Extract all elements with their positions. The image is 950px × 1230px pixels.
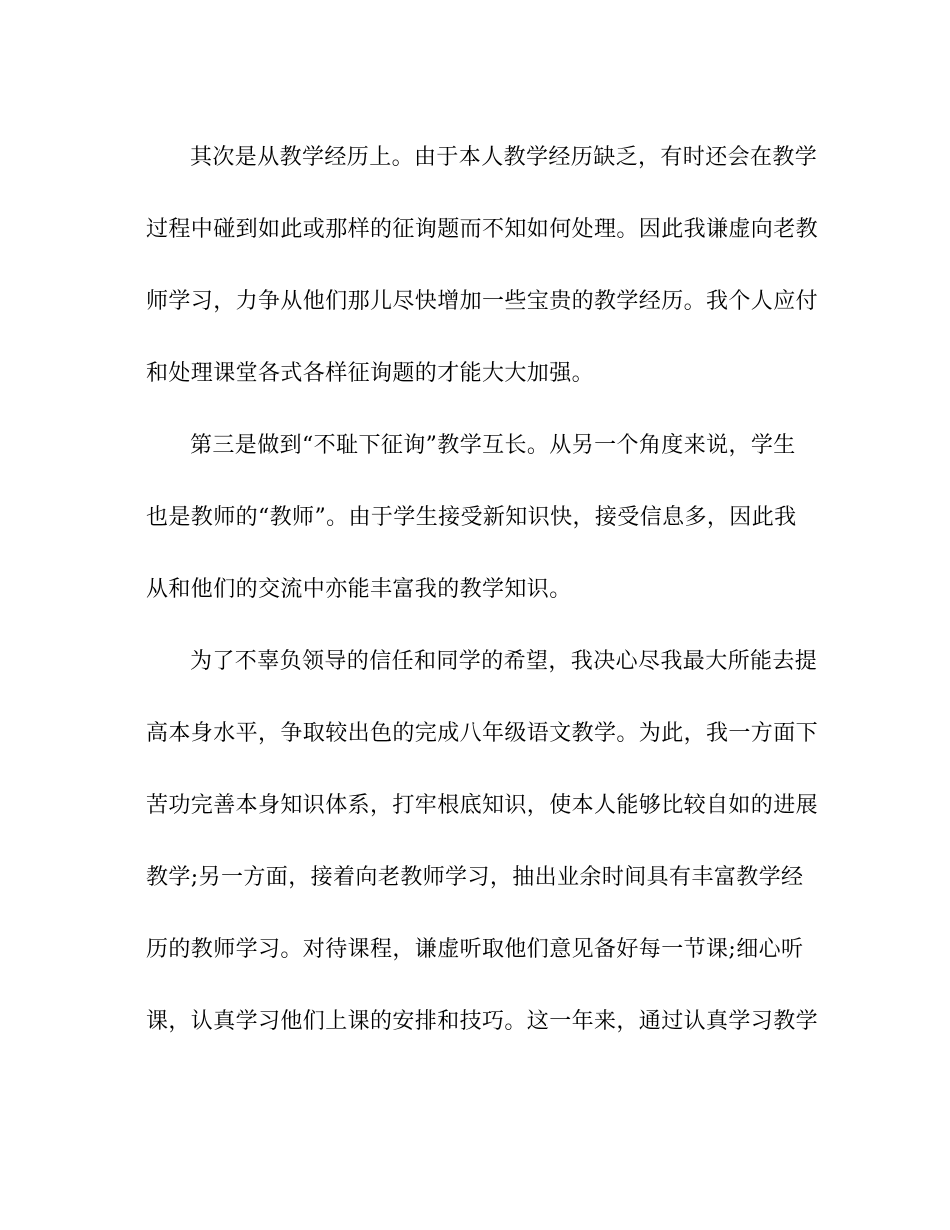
paragraph-1-line-3: 师学习，力争从他们那儿尽快增加一些宝贵的教学经历。我个人应付 [146,289,819,314]
paragraph-3-line-4: 教学;另一方面，接着向老教师学习，抽出业余时间具有丰富教学经 [146,865,804,890]
paragraph-1-line-1: 其次是从教学经历上。由于本人教学经历缺乏，有时还会在教学 [190,145,818,170]
paragraph-3-line-1: 为了不辜负领导的信任和同学的希望，我决心尽我最大所能去提 [190,649,818,674]
document-body [146,136,819,1072]
paragraph-2-line-1: 第三是做到“不耻下征询”教学互长。从另一个角度来说，学生 [190,433,796,458]
paragraph-3-line-2: 高本身水平，争取较出色的完成八年级语文教学。为此，我一方面下 [146,721,819,746]
paragraph-3-line-5: 历的教师学习。对待课程，谦虚听取他们意见备好每一节课;细心听 [146,937,804,962]
paragraph-2-line-3: 从和他们的交流中亦能丰富我的教学知识。 [146,577,572,602]
paragraph-2-line-2: 也是教师的“教师”。由于学生接受新知识快，接受信息多，因此我 [146,505,797,530]
paragraph-3-line-6: 课，认真学习他们上课的安排和技巧。这一年来，通过认真学习教学 [146,1009,819,1034]
paragraph-3-line-3: 苦功完善本身知识体系，打牢根底知识，使本人能够比较自如的进展 [146,793,819,818]
paragraph-1-line-2: 过程中碰到如此或那样的征询题而不知如何处理。因此我谦虚向老教 [146,217,819,242]
paragraph-1-line-4: 和处理课堂各式各样征询题的才能大大加强。 [146,361,595,386]
